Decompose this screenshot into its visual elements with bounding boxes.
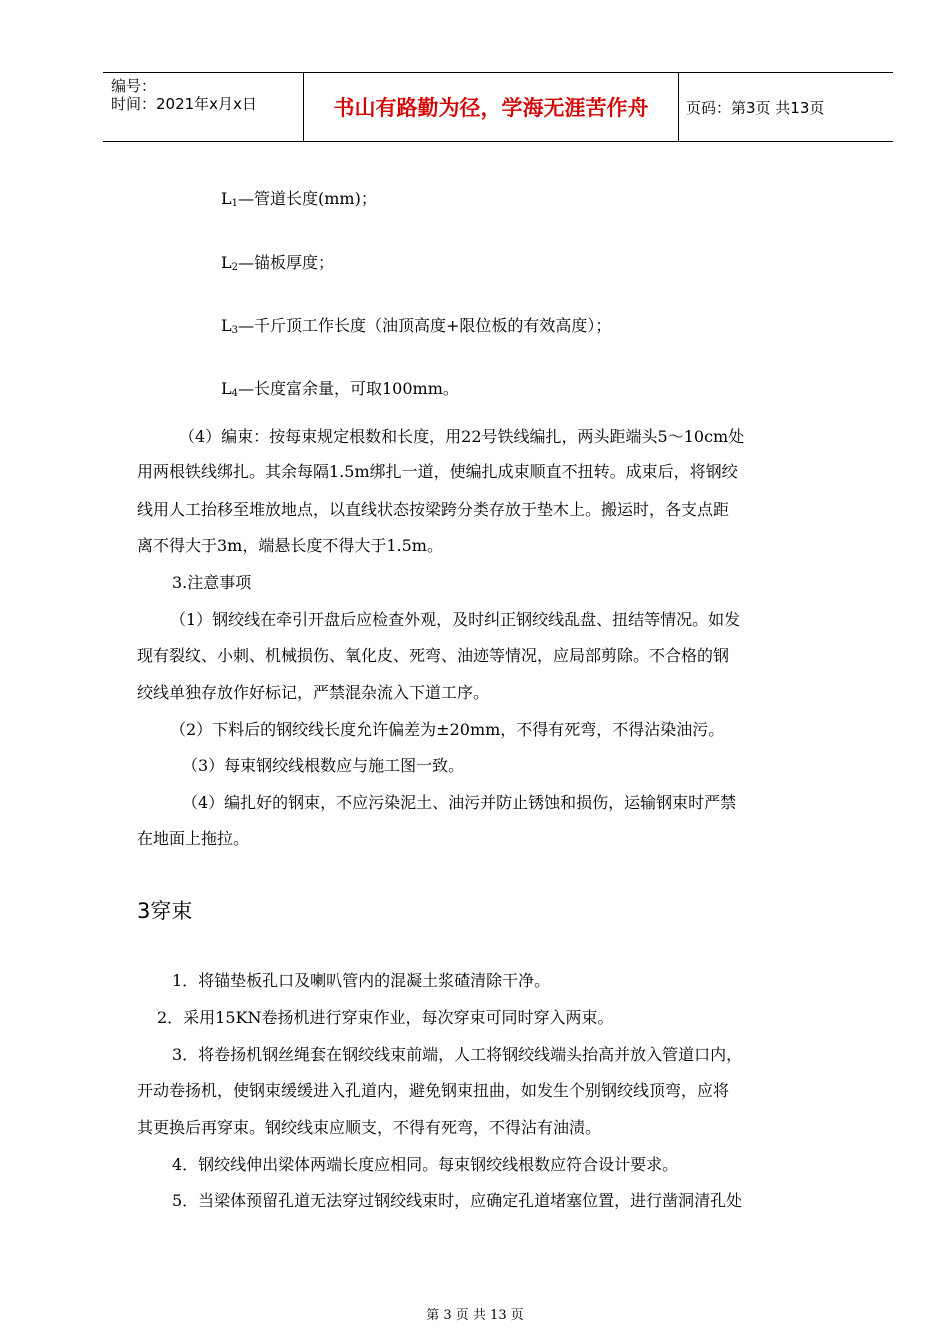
section-line: 2．采用15KN卷扬机进行穿束作业，每次穿束可同时穿入两束。: [157, 1008, 614, 1027]
doc-number-label: 编号：: [111, 77, 157, 95]
notes-title: 3.注意事项: [172, 573, 252, 592]
section-line: 3．将卷扬机钢丝绳套在钢绞线束前端，人工将钢绞线端头抬高并放入管道口内，: [172, 1045, 743, 1064]
notes-line: 在地面上拖拉。: [137, 829, 250, 848]
page-header: [103, 72, 893, 142]
notes-line: （1）钢绞线在牵引开盘后应检查外观，及时纠正钢绞线乱盘、扭结等情况。如发: [170, 610, 741, 629]
formula-def-l4: $L_4—$长度富余量，可取100mm。: [221, 379, 459, 399]
notes-line: （2）下料后的钢绞线长度允许偏差为±20mm，不得有死弯，不得沾染油污。: [170, 720, 725, 739]
section-line: 5．当梁体预留孔道无法穿过钢绞线束时，应确定孔道堵塞位置，进行凿洞清孔处: [172, 1191, 743, 1210]
para-line: （4）编束：按每束规定根数和长度，用22号铁线编扎，两头距端头5～10cm处: [179, 427, 745, 446]
notes-line: （4）编扎好的钢束，不应污染泥土、油污并防止锈蚀和损伤，运输钢束时严禁: [182, 793, 737, 812]
formula-def-l2: $L_2—$锚板厚度；: [221, 253, 335, 273]
page-footer: 第 3 页 共 13 页: [426, 1308, 524, 1323]
section-line: 4．钢绞线伸出梁体两端长度应相同。每束钢绞线根数应符合设计要求。: [172, 1155, 679, 1174]
doc-date: 时间：2021年x月x日: [111, 95, 257, 113]
notes-line: 绞线单独存放作好标记，严禁混杂流入下道工序。: [137, 683, 490, 702]
section-line: 其更换后再穿束。钢绞线束应顺支，不得有死弯，不得沾有油渍。: [137, 1118, 602, 1137]
para-line: 线用人工抬移至堆放地点，以直线状态按梁跨分类存放于垫木上。搬运时，各支点距: [137, 500, 730, 519]
para-line: 用两根铁线绑扎。其余每隔1.5m绑扎一道，使编扎成束顺直不扭转。成束后，将钢绞: [137, 462, 738, 481]
header-motto: 书山有路勤为径，学海无涯苦作舟: [303, 73, 679, 141]
formula-def-l3: $L_3—$千斤顶工作长度（油顶高度+限位板的有效高度）；: [221, 316, 612, 336]
formula-def-l1: $L_1—$管道长度(mm)；: [221, 189, 377, 209]
section-line: 1．将锚垫板孔口及喇叭管内的混凝土浆碴清除干净。: [172, 971, 551, 990]
header-page-info: 页码：第3页 共13页: [686, 98, 825, 117]
section-line: 开动卷扬机，使钢束缓缓进入孔道内，避免钢束扭曲，如发生个别钢绞线顶弯，应将: [137, 1081, 730, 1100]
notes-line: （3）每束钢绞线根数应与施工图一致。: [182, 756, 465, 775]
header-meta: [103, 73, 303, 141]
para-line: 离不得大于3m，端悬长度不得大于1.5m。: [137, 536, 443, 555]
section-heading: 3穿束: [137, 899, 193, 923]
notes-line: 现有裂纹、小刺、机械损伤、氧化皮、死弯、油迹等情况，应局部剪除。不合格的钢: [137, 646, 730, 665]
